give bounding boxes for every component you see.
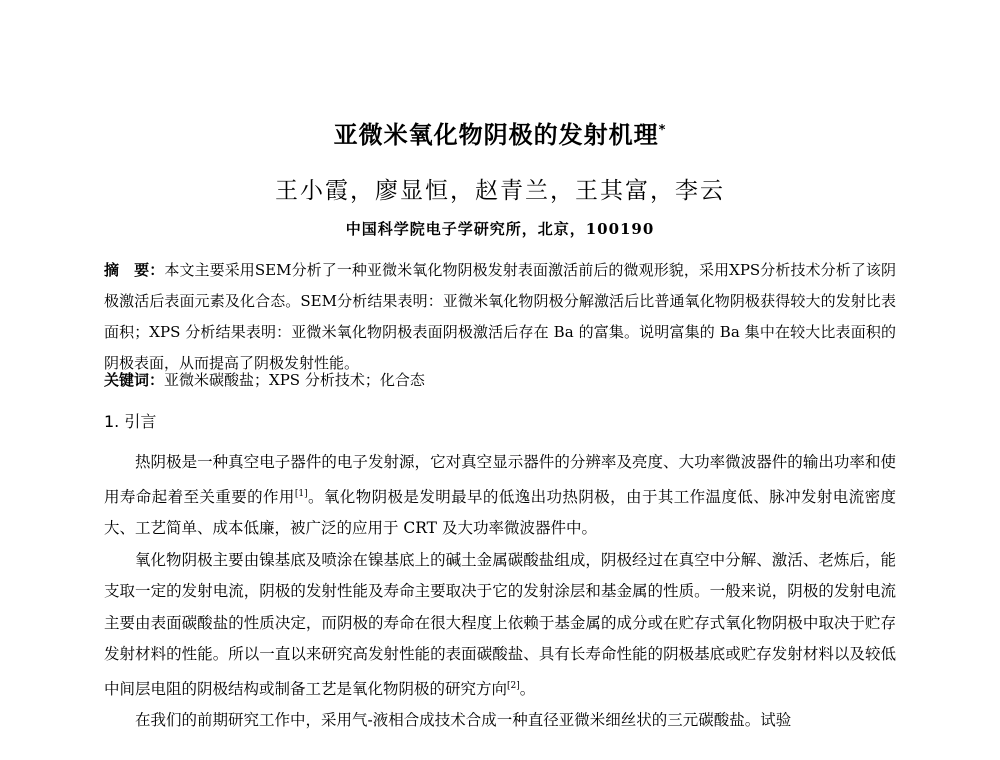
affiliation: 中国科学院电子学研究所，北京，100190 [345, 220, 655, 238]
citation-1: [1] [294, 488, 308, 499]
title-footnote-marker: * [658, 123, 667, 138]
abstract-label: 摘 要： [104, 261, 165, 279]
paragraph-1-text-a: 热阴极是一种真空电子器件的电子发射源，它对真空显示器件的分辨率及亮度、大功率微波器件的输出功率和使用寿命起着至关重要的作用 [104, 453, 896, 506]
paragraph-2 [104, 545, 896, 706]
paragraph-1-text-b: 。氧化物阴极是发明最早的低逸出功热阴极，由于其工作温度低、脉冲发射电流密度大、工艺简单、成本低廉，被广泛的应用于 CRT 及大功率微波器件中。 [104, 487, 896, 538]
keywords [104, 366, 896, 395]
paragraph-1 [104, 447, 896, 545]
author-list: 王小霞，廖显恒，赵青兰，王其富，李云 [275, 178, 725, 204]
section-body [104, 447, 896, 737]
keywords-label: 关键词： [104, 371, 165, 389]
paragraph-2-text-b: 。 [519, 679, 536, 698]
section-heading-introduction: 1. 引言 [104, 412, 157, 431]
abstract-text: 本文主要采用SEM分析了一种亚微米氧化物阴极发射表面激活前后的微观形貌，采用XPS分析技术分析了该阴极激活后表面元素及化合态。SEM分析结果表明：亚微米氧化物阴极分解激活后比普通氧化物阴极获得较大的发射比表面积；XPS 分析结果表明：亚微米氧化物阴极表面阴极激活后存在 Ba 的富集。说明富集的 Ba 集中在较大比表面积的阴极表面，从而提高了阴极发射性能。 [104, 261, 896, 372]
citation-2: [2] [507, 680, 520, 691]
paragraph-2-text-a: 氧化物阴极主要由镍基底及喷涂在镍基底上的碱土金属碳酸盐组成，阴极经过在真空中分解、激活、老炼后，能支取一定的发射电流，阴极的发射性能及寿命主要取决于它的发射涂层和基金属的性质。一般来说，阴极的发射电流主要由表面碳酸盐的性质决定，而阴极的寿命在很大程度上依赖于基金属的成分或在贮存式氧化物阴极中取决于贮存发射材料的性能。所以一直以来研究高发射性能的表面碳酸盐、具有长寿命性能的阴极基底或贮存发射材料以及较低中间层电阻的阴极结构或制备工艺是氧化物阴极的研究方向 [104, 550, 896, 698]
title-text: 亚微米氧化物阴极的发射机理 [333, 121, 659, 149]
abstract [104, 255, 896, 379]
keywords-text: 亚微米碳酸盐；XPS 分析技术；化合态 [164, 371, 425, 389]
paragraph-3: 在我们的前期研究工作中，采用气-液相合成技术合成一种直径亚微米细丝状的三元碳酸盐。试验 [135, 711, 792, 730]
paper-title [0, 115, 1000, 150]
